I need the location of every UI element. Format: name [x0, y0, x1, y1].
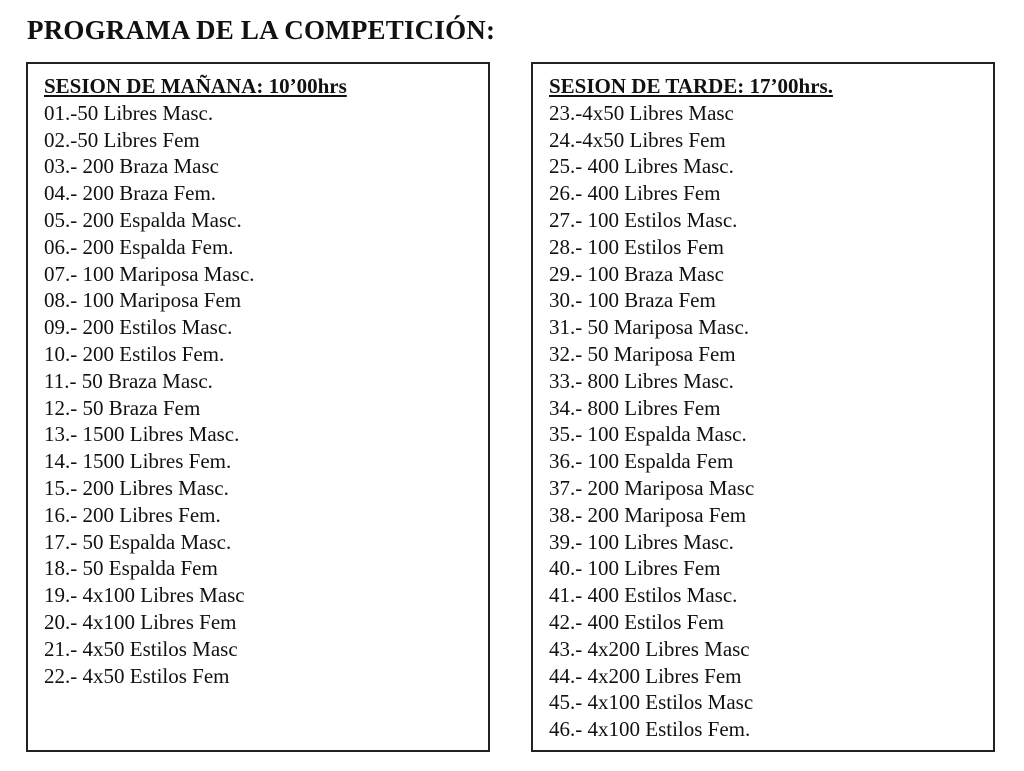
afternoon-session-heading: SESION DE TARDE: 17’00hrs.: [549, 74, 833, 98]
afternoon-event-item: 43.- 4x200 Libres Masc: [549, 636, 750, 661]
morning-event-item: 14.- 1500 Libres Fem.: [44, 449, 232, 474]
afternoon-event-item: 38.- 200 Mariposa Fem: [549, 502, 747, 527]
afternoon-event-item: 37.- 200 Mariposa Masc: [549, 475, 755, 500]
morning-event-item: 01.-50 Libres Masc.: [44, 100, 214, 125]
morning-event-item: 16.- 200 Libres Fem.: [44, 502, 221, 527]
afternoon-event-item: 29.- 100 Braza Masc: [549, 261, 724, 286]
morning-event-item: 17.- 50 Espalda Masc.: [44, 529, 232, 554]
morning-event-item: 12.- 50 Braza Fem: [44, 395, 201, 420]
afternoon-event-item: 26.- 400 Libres Fem: [549, 181, 721, 206]
afternoon-event-item: 25.- 400 Libres Masc.: [549, 154, 734, 179]
afternoon-event-item: 36.- 100 Espalda Fem: [549, 449, 734, 474]
afternoon-session-box: [531, 62, 995, 752]
morning-event-item: 21.- 4x50 Estilos Masc: [44, 636, 238, 661]
afternoon-event-item: 23.-4x50 Libres Masc: [549, 100, 734, 125]
afternoon-event-item: 46.- 4x100 Estilos Fem.: [549, 717, 751, 742]
morning-event-list: [44, 100, 480, 690]
morning-session-box: [26, 62, 490, 752]
morning-event-item: 05.- 200 Espalda Masc.: [44, 207, 242, 232]
afternoon-event-item: 32.- 50 Mariposa Fem: [549, 341, 736, 366]
morning-session-heading: SESION DE MAÑANA: 10’00hrs: [44, 74, 347, 98]
morning-event-item: 15.- 200 Libres Masc.: [44, 475, 229, 500]
afternoon-event-item: 42.- 400 Estilos Fem: [549, 609, 725, 634]
morning-session-content: [44, 73, 480, 689]
afternoon-event-item: 45.- 4x100 Estilos Masc: [549, 690, 754, 715]
afternoon-event-item: 35.- 100 Espalda Masc.: [549, 422, 747, 447]
afternoon-event-item: 24.-4x50 Libres Fem: [549, 127, 726, 152]
afternoon-event-item: 30.- 100 Braza Fem: [549, 288, 716, 313]
afternoon-event-item: 28.- 100 Estilos Fem: [549, 234, 725, 259]
afternoon-event-item: 33.- 800 Libres Masc.: [549, 368, 734, 393]
morning-event-item: 09.- 200 Estilos Masc.: [44, 315, 233, 340]
morning-event-item: 02.-50 Libres Fem: [44, 127, 200, 152]
morning-event-item: 13.- 1500 Libres Masc.: [44, 422, 240, 447]
morning-event-item: 08.- 100 Mariposa Fem: [44, 288, 242, 313]
morning-event-item: 04.- 200 Braza Fem.: [44, 181, 217, 206]
afternoon-event-item: 39.- 100 Libres Masc.: [549, 529, 734, 554]
afternoon-event-item: 41.- 400 Estilos Masc.: [549, 583, 738, 608]
morning-event-item: 19.- 4x100 Libres Masc: [44, 583, 245, 608]
afternoon-session-content: [549, 73, 985, 743]
afternoon-event-item: 40.- 100 Libres Fem: [549, 556, 721, 581]
morning-event-item: 20.- 4x100 Libres Fem: [44, 609, 237, 634]
afternoon-event-item: 27.- 100 Estilos Masc.: [549, 207, 738, 232]
afternoon-event-item: 34.- 800 Libres Fem: [549, 395, 721, 420]
afternoon-event-item: 44.- 4x200 Libres Fem: [549, 663, 742, 688]
morning-event-item: 11.- 50 Braza Masc.: [44, 368, 213, 393]
morning-event-item: 06.- 200 Espalda Fem.: [44, 234, 234, 259]
morning-event-item: 18.- 50 Espalda Fem: [44, 556, 218, 581]
morning-event-item: 03.- 200 Braza Masc: [44, 154, 219, 179]
afternoon-event-list: [549, 100, 985, 743]
afternoon-event-item: 31.- 50 Mariposa Masc.: [549, 315, 750, 340]
page-title: PROGRAMA DE LA COMPETICIÓN:: [27, 15, 496, 45]
morning-event-item: 07.- 100 Mariposa Masc.: [44, 261, 255, 286]
morning-event-item: 22.- 4x50 Estilos Fem: [44, 663, 230, 688]
morning-event-item: 10.- 200 Estilos Fem.: [44, 341, 225, 366]
